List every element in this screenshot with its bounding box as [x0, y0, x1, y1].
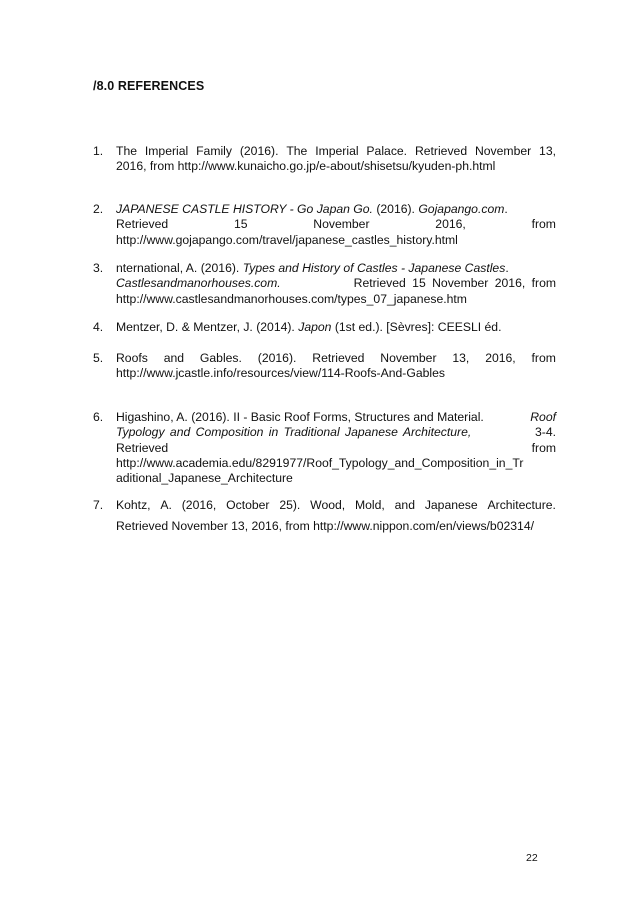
reference-word: Japanese — [424, 498, 478, 512]
reference-item-2 — [93, 202, 556, 248]
reference-url: http://www.jcastle.info/resources/view/114-Roofs-And-Gables — [116, 366, 445, 381]
reference-url: aditional_Japanese_Architecture — [116, 471, 293, 486]
reference-word: Family — [196, 144, 232, 158]
reference-word: (2016). — [257, 351, 297, 365]
reference-word: Roofs — [116, 351, 148, 365]
reference-word: Palace. — [366, 144, 408, 158]
reference-item-7 — [93, 498, 556, 535]
reference-line: 2016, from http://www.kunaicho.go.jp/e-about/shisetsu/kyuden-ph.html — [116, 159, 496, 174]
reference-number: 1. — [93, 144, 104, 158]
reference-line: nternational, A. (2016). Types and History of Castles - Japanese Castles. — [116, 261, 509, 275]
reference-title: JAPANESE CASTLE HISTORY - Go Japan Go. — [116, 202, 373, 216]
reference-item-3 — [93, 261, 556, 307]
reference-word: A. — [160, 498, 172, 512]
reference-line — [116, 441, 556, 456]
reference-word: Imperial — [315, 144, 359, 158]
reference-line — [116, 217, 556, 232]
reference-word: Retrieved — [116, 217, 169, 232]
reference-word: Mold, — [355, 498, 385, 512]
reference-word: Gables. — [199, 351, 242, 365]
reference-word: October — [226, 498, 270, 512]
reference-word: The — [286, 144, 308, 158]
reference-url: http://www.academia.edu/8291977/Roof_Typology_and_Composition_in_Tr — [116, 455, 524, 470]
reference-word: Retrieved — [116, 440, 169, 455]
reference-word: The — [116, 144, 138, 158]
reference-line: Typology and Composition in Traditional Japanese Architecture, 3-4. — [116, 425, 556, 440]
reference-line — [116, 351, 556, 366]
reference-number: 4. — [93, 320, 104, 334]
reference-number: 3. — [93, 261, 104, 275]
reference-number: 5. — [93, 351, 104, 365]
reference-word: Retrieved — [312, 351, 365, 365]
reference-source: Castlesandmanorhouses.com. — [116, 276, 281, 291]
reference-url: http://www.castlesandmanorhouses.com/types_07_japanese.htm — [116, 291, 467, 306]
reference-word: and — [163, 351, 185, 365]
reference-word: (2016, — [181, 498, 217, 512]
reference-word: November — [474, 144, 532, 158]
reference-word: 13, — [452, 351, 470, 365]
reference-word: November — [313, 217, 370, 232]
reference-line: Castlesandmanorhouses.com. Retrieved 15 November 2016, from — [116, 276, 556, 291]
reference-number: 6. — [93, 410, 104, 424]
reference-word: from — [531, 440, 556, 455]
reference-title: Roof — [530, 410, 556, 424]
reference-word: 2016, — [485, 351, 516, 365]
reference-word: Imperial — [144, 144, 189, 158]
reference-word: 13, — [539, 144, 556, 158]
reference-line: Mentzer, D. & Mentzer, J. (2014). Japon (1st ed.). [Sèvres]: CEESLI éd. — [116, 320, 502, 334]
reference-word: 25). — [279, 498, 301, 512]
reference-word: and — [394, 498, 415, 512]
reference-word: (2016). — [239, 144, 279, 158]
reference-title: Japon — [298, 320, 332, 334]
reference-word: 15 — [233, 217, 248, 232]
reference-item-6 — [93, 410, 556, 486]
reference-number: 2. — [93, 202, 104, 216]
reference-source: Gojapango.com — [418, 202, 505, 216]
reference-word: from — [531, 351, 556, 365]
reference-item-5 — [93, 351, 556, 382]
reference-word: Kohtz, — [116, 498, 151, 512]
reference-line — [116, 144, 556, 159]
reference-item-1 — [93, 144, 556, 175]
reference-line: JAPANESE CASTLE HISTORY - Go Japan Go. (2016). Gojapango.com. — [116, 202, 508, 216]
reference-title: Types and History of Castles - Japanese Castles — [242, 261, 506, 275]
reference-number: 7. — [93, 498, 104, 512]
reference-word: from — [531, 217, 556, 232]
reference-word: Wood, — [310, 498, 346, 512]
reference-line: Retrieved November 13, 2016, from http://www.nippon.com/en/views/b02314/ — [116, 519, 534, 534]
reference-source: Typology and Composition in Traditional Japanese Architecture, — [116, 425, 472, 440]
reference-url: http://www.gojapango.com/travel/japanese_castles_history.html — [116, 232, 458, 247]
reference-word: 2016, — [435, 217, 466, 232]
reference-line: Higashino, A. (2016). II - Basic Roof Forms, Structures and Material. Roof — [116, 410, 556, 424]
reference-word: Architecture. — [487, 498, 556, 512]
section-heading: /8.0 REFERENCES — [93, 79, 205, 93]
reference-line — [116, 498, 556, 513]
reference-item-4 — [93, 320, 556, 335]
reference-word: Retrieved — [414, 144, 468, 158]
page-number: 22 — [526, 852, 538, 864]
reference-word: November — [380, 351, 437, 365]
